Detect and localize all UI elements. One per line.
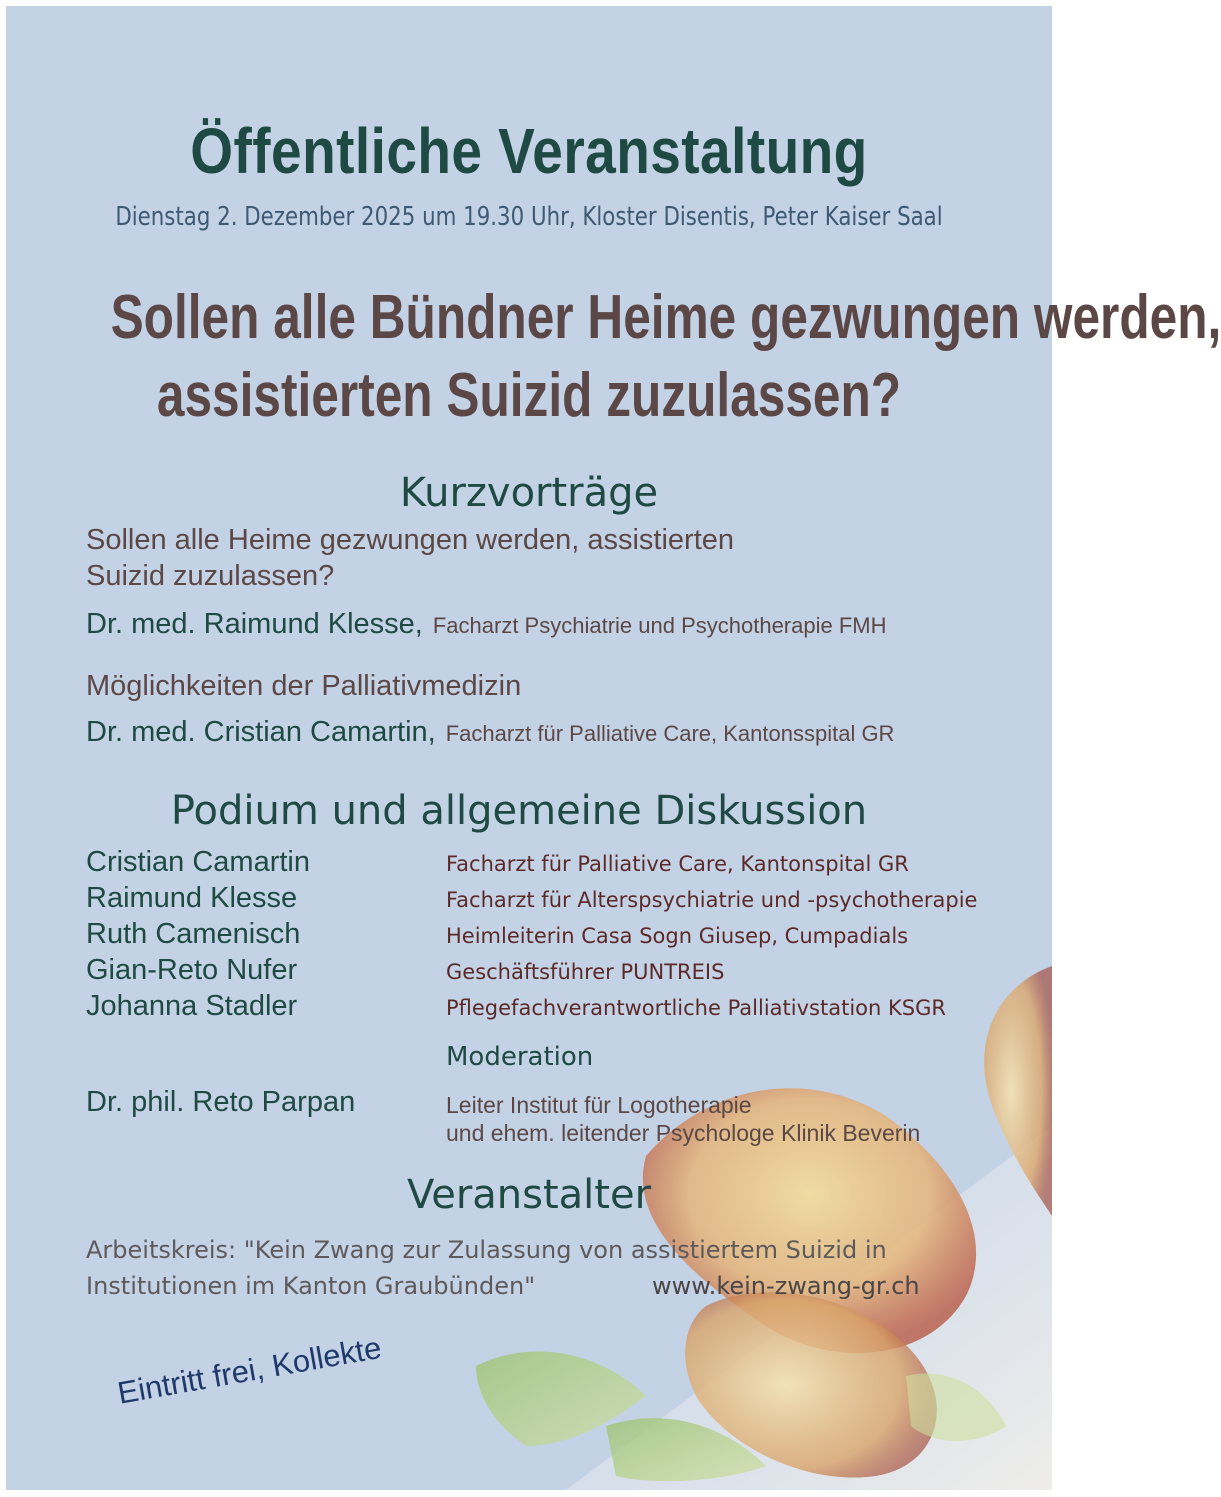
event-date-location: Dienstag 2. Dezember 2025 um 19.30 Uhr, Kloster Disentis, Peter Kaiser Saal xyxy=(115,202,943,232)
talk-2-title: Möglichkeiten der Palliativmedizin xyxy=(86,670,522,702)
talk-2-speaker xyxy=(86,716,894,749)
talk-2-speaker-name: Dr. med. Cristian Camartin, xyxy=(86,716,436,748)
panel-heading: Podium und allgemeine Diskussion xyxy=(170,788,868,834)
panel-member-role: Facharzt für Palliative Care, Kantonspital GR xyxy=(446,852,909,876)
panel-member-role: Geschäftsführer PUNTREIS xyxy=(446,960,725,984)
main-question-line-2: assistierten Suizid zuzulassen? xyxy=(156,361,902,430)
panel-member-name: Johanna Stadler xyxy=(86,990,298,1022)
moderator-role-line-2: und ehem. leitender Psychologe Klinik Beverin xyxy=(446,1120,921,1146)
main-question-line-1: Sollen alle Bündner Heime gezwungen werden, xyxy=(110,283,1221,352)
talk-1-title-line-2: Suizid zuzulassen? xyxy=(86,560,335,592)
organizer-heading: Veranstalter xyxy=(406,1172,652,1218)
talks-heading: Kurzvorträge xyxy=(399,470,659,516)
talk-1-speaker xyxy=(86,608,887,641)
talk-2-speaker-role: Facharzt für Palliative Care, Kantonsspital GR xyxy=(445,721,895,746)
organizer-line-2: Institutionen im Kanton Graubünden" xyxy=(86,1272,536,1300)
admission-note: Eintritt frei, Kollekte xyxy=(114,1329,384,1411)
panel-member-role: Heimleiterin Casa Sogn Giusep, Cumpadials xyxy=(446,924,909,948)
talk-1-speaker-role: Facharzt Psychiatrie und Psychotherapie FMH xyxy=(432,613,887,638)
panel-member-name: Ruth Camenisch xyxy=(86,918,301,950)
moderator-name: Dr. phil. Reto Parpan xyxy=(86,1086,356,1118)
organizer-website-link[interactable]: www.kein-zwang-gr.ch xyxy=(652,1272,920,1300)
panel-member-name: Raimund Klesse xyxy=(86,882,298,914)
organizer-line-1: Arbeitskreis: "Kein Zwang zur Zulassung von assistiertem Suizid in xyxy=(86,1236,887,1264)
panel-member-name: Gian-Reto Nufer xyxy=(86,954,298,986)
talk-1-speaker-name: Dr. med. Raimund Klesse, xyxy=(86,608,423,640)
panel-member-role: Facharzt für Alterspsychiatrie und -psychotherapie xyxy=(446,888,978,912)
panel-member-role: Pflegefachverantwortliche Palliativstation KSGR xyxy=(446,996,946,1020)
talk-1-title-line-1: Sollen alle Heime gezwungen werden, assistierten xyxy=(86,524,735,556)
moderation-label: Moderation xyxy=(446,1042,594,1072)
panel-member-name: Cristian Camartin xyxy=(86,846,310,878)
event-title: Öffentliche Veranstaltung xyxy=(190,115,868,187)
event-poster xyxy=(6,6,1221,1490)
moderator-role-line-1: Leiter Institut für Logotherapie xyxy=(446,1092,752,1118)
